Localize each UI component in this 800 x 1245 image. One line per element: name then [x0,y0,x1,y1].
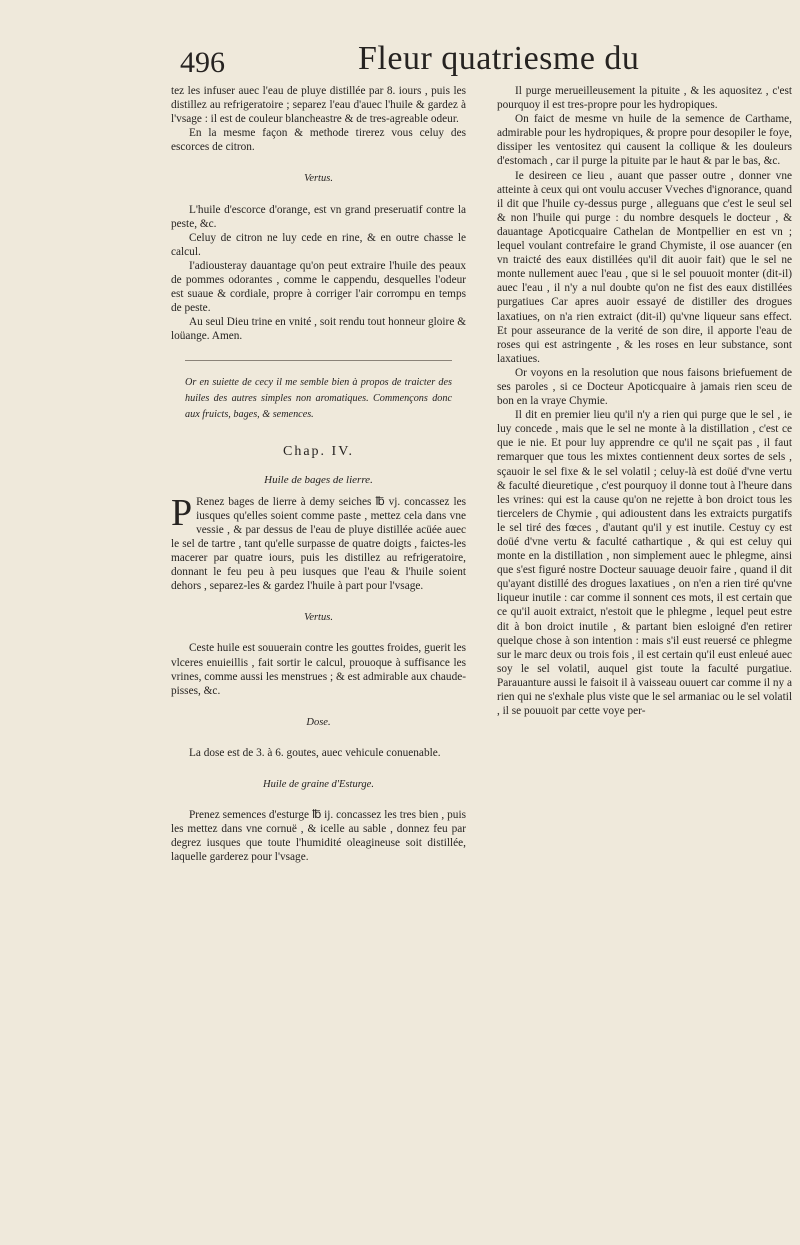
subheading: Huile de bages de lierre. [264,473,373,486]
section-heading-vertus: Vertus. [304,612,333,624]
paragraph: En la mesme façon & methode tirerez vous celuy des escorces de citron. [171,127,466,154]
right-column [497,84,792,718]
divider [185,360,452,361]
drop-cap: P [171,491,193,534]
section-heading-dose: Dose. [306,716,331,728]
paragraph: tez les infuser auec l'eau de pluye distillée par 8. iours , puis les distillez au refrigeratoire ; separez l'eau d'auec l'huile & gardez à l'vsage : il est de couleur blancheastre & de tres-agreable odeur. [171,85,466,126]
paragraph: L'huile d'escorce d'orange, est vn grand preseruatif contre la peste, &c. [171,203,466,230]
paragraph: Au seul Dieu trine en vnité , soit rendu tout honneur gloire & loüange. Amen. [171,316,466,343]
page-number: 496 [180,46,225,79]
paragraph: Il dit en premier lieu qu'il n'y a rien qui purge que le sel , ie luy concede , mais que le sel ne monte à la distillation , c'est ce que ie nie. Et pour luy apprendre ce qu'il ne sçait pas , il faut remarquer que tous les mixtes contiennent deux sortes de sels , sçauoir le sel fixe & le sel volatil ; celuy-là est doüé d'vne vertu & faculté dieuretique , c'est pourquoy il donne tout à l'heure dans les vrines: qui est la cause qu'on ne rejette à bon droict tous les tiercelers de Chymie , qui adioustent dans les extraicts purgatifs le sel tiré des fœces , d'autant qu'il y est inutile. Cestuy cy est doüé d'vne vertu & faculté cathartique , & qui est celuy qui monte en la distillation , non simplement auec le phlegme, ainsi que s'est figuré nostre Docteur sauuage deuoir faire , quand il dit qu'ayant distillé des drogues laxatiues , on n'en a rien tiré qu'vne liqueur inutile : car comme il sonnent ces mots, il est certain que ce qu'il auoit extraict, n'estoit que le phlegme , lequel peut estre dit à bon droict inutile , & partant bien esloigné d'en retirer quelque chose à son intention : mais s'il eust reuersé ce phlegme sur le marc deux ou trois fois , il est certain qu'il eust enleué auec soy le sel volatil, auquel gist toute la faculté purgatiue. Parauanture aussi le faisoit il à vaisseau ouuert car comme il ny a rien qui ne s'exhale plus viste que le sel armaniac ou le sel volatil , il se pouuoit par cette voye per- [497,409,792,718]
paragraph: Ie desireen ce lieu , auant que passer outre , donner vne atteinte à ceux qui ont voulu accuser Vveches d'ignorance, quand il dit que l'huile cy-dessus purge , alleguans que c'est le seul sel & non l'huile qui purge : du nombre desquels le docteur , & dauantage Apoticquaire Cathelan de Montpellier en est vn ; lequel voulant contrefaire le grand Chymiste, il ose auancer (en vn traicté des eaux distillées qu'il dit auoir fait) que le sel ne monte nullement auec l'eau , que si le sel pouuoit monter (dit-il) auec l'eau , il n'y a nul doubte qu'on ne fist des eaux distillées purgatiues Car apres auoir essayé de distiller des drogues laxatiues, on n'a rien extraict (dit-il) qu'vne liqueur sans effect. Et pour asseurance de la verité de son dire, il apporte l'eau de roses qui est astringente , & les roses en leur substance, sont laxatiues. [497,169,792,365]
italic-note: Or en suiette de cecy il me semble bien à propos de traicter des huiles des autres simples non aromatiques. Commençons donc aux fruicts, bages, & semences. [185,376,452,420]
paragraph-text: Renez bages de lierre à demy seiches ℔ vj. concassez les iusques qu'elles soient comme paste , mettez cela dans vne vessie , & par dessus de l'eau de pluye distillée acüée auec le sel de tartre , tant qu'elle surpasse de quatre doigts , faictes-les macerer par quatre iours, puis les distillez au refrigeratoire, donnant le feu peu à peu iusques que l'eau & l'huile soient dehors , separez-les & gardez l'huile à part pour l'vsage. [171,495,466,593]
paragraph-with-dropcap [171,491,466,594]
paragraph: Or voyons en la resolution que nous faisons briefuement de ses paroles , si ce Docteur Apoticquaire à jamais rien sceu de bon en la vraye Chymie. [497,366,792,408]
left-column [171,84,466,864]
paragraph: Prenez semences d'esturge ℔ ij. concassez les tres bien , puis les mettez dans vne cornuë , & icelle au sable , donnez feu par degrez iusques que toute l'humidité oleagineuse soit distillée, laquelle garderez pour l'vsage. [171,809,466,864]
paragraph: Il purge merueilleusement la pituite , & les aquositez , c'est pourquoy il est tres-propre pour les hydropiques. [497,85,792,112]
chapter-heading: Chap. IV. [282,443,355,459]
paragraph: Ceste huile est souuerain contre les gouttes froides, guerit les vlceres enuieillis , fait sortir le calcul, prouoque à suffisance les vrines, comme aussi les menstrues ; & est admirable aux chaude-pisses, &c. [171,642,466,697]
subheading: Huile de graine d'Esturge. [263,779,374,790]
section-heading-vertus: Vertus. [304,173,333,185]
running-title: Fleur quatriesme du [358,40,640,77]
paragraph: I'adiousteray dauantage qu'on peut extraire l'huile des peaux de pommes odorantes , comme le cappendu, desquelles l'odeur est suaue & cordiale, propre à corriger l'air corrompu en temps de peste. [171,259,466,315]
paragraph: La dose est de 3. à 6. goutes, auec vehicule conuenable. [189,746,441,759]
paragraph: Celuy de citron ne luy cede en rine, & en outre chasse le calcul. [171,231,466,258]
paragraph: On faict de mesme vn huile de la semence de Carthame, admirable pour les hydropiques, & propre pour desopiler le foye, dissiper les ventositez qui causent la collique & les douleurs d'estomach , car il purge la pituite par le haut & par le bas, &c. [497,113,792,168]
